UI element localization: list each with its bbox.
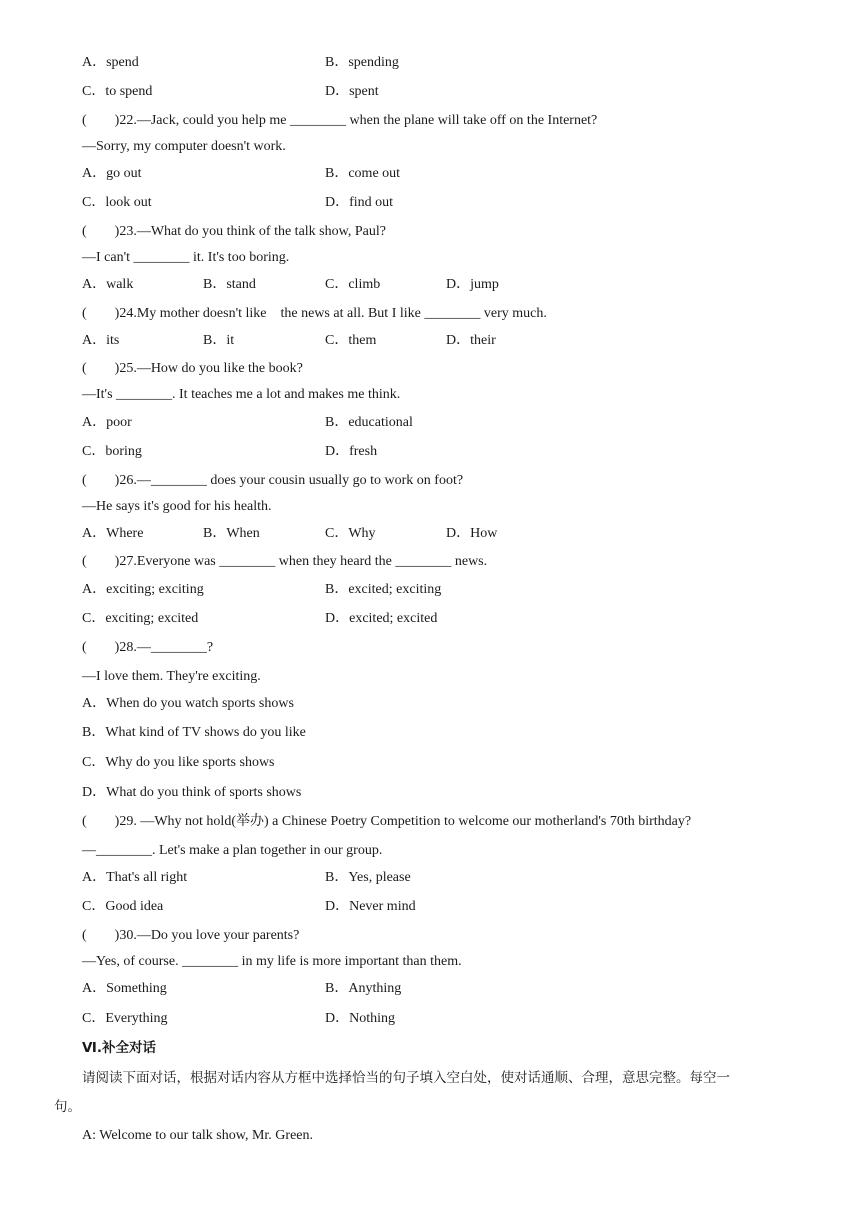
q25-option-c: C．boring: [82, 444, 142, 459]
section-heading: Ⅵ.补全对话: [82, 1040, 156, 1056]
q23-option-d: D．jump: [446, 277, 499, 292]
q21-option-c: C．to spend: [82, 84, 153, 99]
section-instruction-line2: 句。: [54, 1099, 81, 1115]
q23-option-a: A．walk: [82, 277, 134, 292]
q28-option-b: B．What kind of TV shows do you like: [82, 725, 306, 740]
q28-question: ( )28.—________?: [82, 640, 214, 655]
q22-option-b: B．come out: [325, 166, 401, 181]
q26-option-c: C．Why: [325, 526, 376, 541]
q29-option-b: B．Yes, please: [325, 870, 411, 885]
q24-option-a: A．its: [82, 333, 120, 348]
q22-question: ( )22.—Jack, could you help me ________ when the plane will take off on the Internet?: [82, 113, 598, 128]
q24-question: ( )24.My mother doesn't like the news at all. But I like ________ very much.: [82, 306, 547, 321]
q21-option-d: D．spent: [325, 84, 379, 99]
q28-option-c: C．Why do you like sports shows: [82, 755, 275, 770]
q25-question: ( )25.—How do you like the book?: [82, 361, 303, 376]
q27-option-d: D．excited; excited: [325, 611, 438, 626]
q24-option-c: C．them: [325, 333, 377, 348]
q25-option-b: B．educational: [325, 415, 413, 430]
q26-option-d: D．How: [446, 526, 498, 541]
q23-option-b: B．stand: [203, 277, 256, 292]
q21-option-a: A．spend: [82, 55, 139, 70]
q29-option-d: D．Never mind: [325, 899, 416, 914]
q26-option-a: A．Where: [82, 526, 144, 541]
q24-option-d: D．their: [446, 333, 496, 348]
q25-option-a: A．poor: [82, 415, 132, 430]
q24-option-b: B．it: [203, 333, 235, 348]
q23-question: ( )23.—What do you think of the talk show, Paul?: [82, 224, 386, 239]
q29-reply: —________. Let's make a plan together in our group.: [82, 843, 383, 858]
q30-option-a: A．Something: [82, 981, 167, 996]
q30-option-c: C．Everything: [82, 1011, 168, 1026]
q22-option-c: C．look out: [82, 195, 152, 210]
q25-reply: —It's ________. It teaches me a lot and makes me think.: [82, 387, 401, 402]
q27-question: ( )27.Everyone was ________ when they heard the ________ news.: [82, 554, 488, 569]
q27-option-b: B．excited; exciting: [325, 582, 442, 597]
q30-option-b: B．Anything: [325, 981, 402, 996]
q29-option-c: C．Good idea: [82, 899, 164, 914]
q23-reply: —I can't ________ it. It's too boring.: [82, 250, 290, 265]
q30-reply: —Yes, of course. ________ in my life is more important than them.: [82, 954, 462, 969]
dialogue-line-1: A: Welcome to our talk show, Mr. Green.: [82, 1128, 313, 1143]
q28-option-d: D．What do you think of sports shows: [82, 785, 302, 800]
q21-option-b: B．spending: [325, 55, 399, 70]
q29-question: ( )29. —Why not hold(举办) a Chinese Poetry Competition to welcome our motherland's 70th birthday?: [82, 814, 692, 829]
section-instruction-line1: 请阅读下面对话，根据对话内容从方框中选择恰当的句子填入空白处，使对话通顺、合理，意思完整。每空一: [82, 1070, 730, 1086]
q30-option-d: D．Nothing: [325, 1011, 395, 1026]
q30-question: ( )30.—Do you love your parents?: [82, 928, 300, 943]
q26-reply: —He says it's good for his health.: [82, 499, 272, 514]
q23-option-c: C．climb: [325, 277, 381, 292]
q22-reply: —Sorry, my computer doesn't work.: [82, 139, 286, 154]
q27-option-c: C．exciting; excited: [82, 611, 199, 626]
q25-option-d: D．fresh: [325, 444, 378, 459]
q22-option-a: A．go out: [82, 166, 142, 181]
q22-option-d: D．find out: [325, 195, 394, 210]
q27-option-a: A．exciting; exciting: [82, 582, 204, 597]
q26-option-b: B．When: [203, 526, 260, 541]
q28-reply: —I love them. They're exciting.: [82, 669, 261, 684]
q28-option-a: A．When do you watch sports shows: [82, 696, 294, 711]
q29-option-a: A．That's all right: [82, 870, 188, 885]
q26-question: ( )26.—________ does your cousin usually go to work on foot?: [82, 473, 464, 488]
